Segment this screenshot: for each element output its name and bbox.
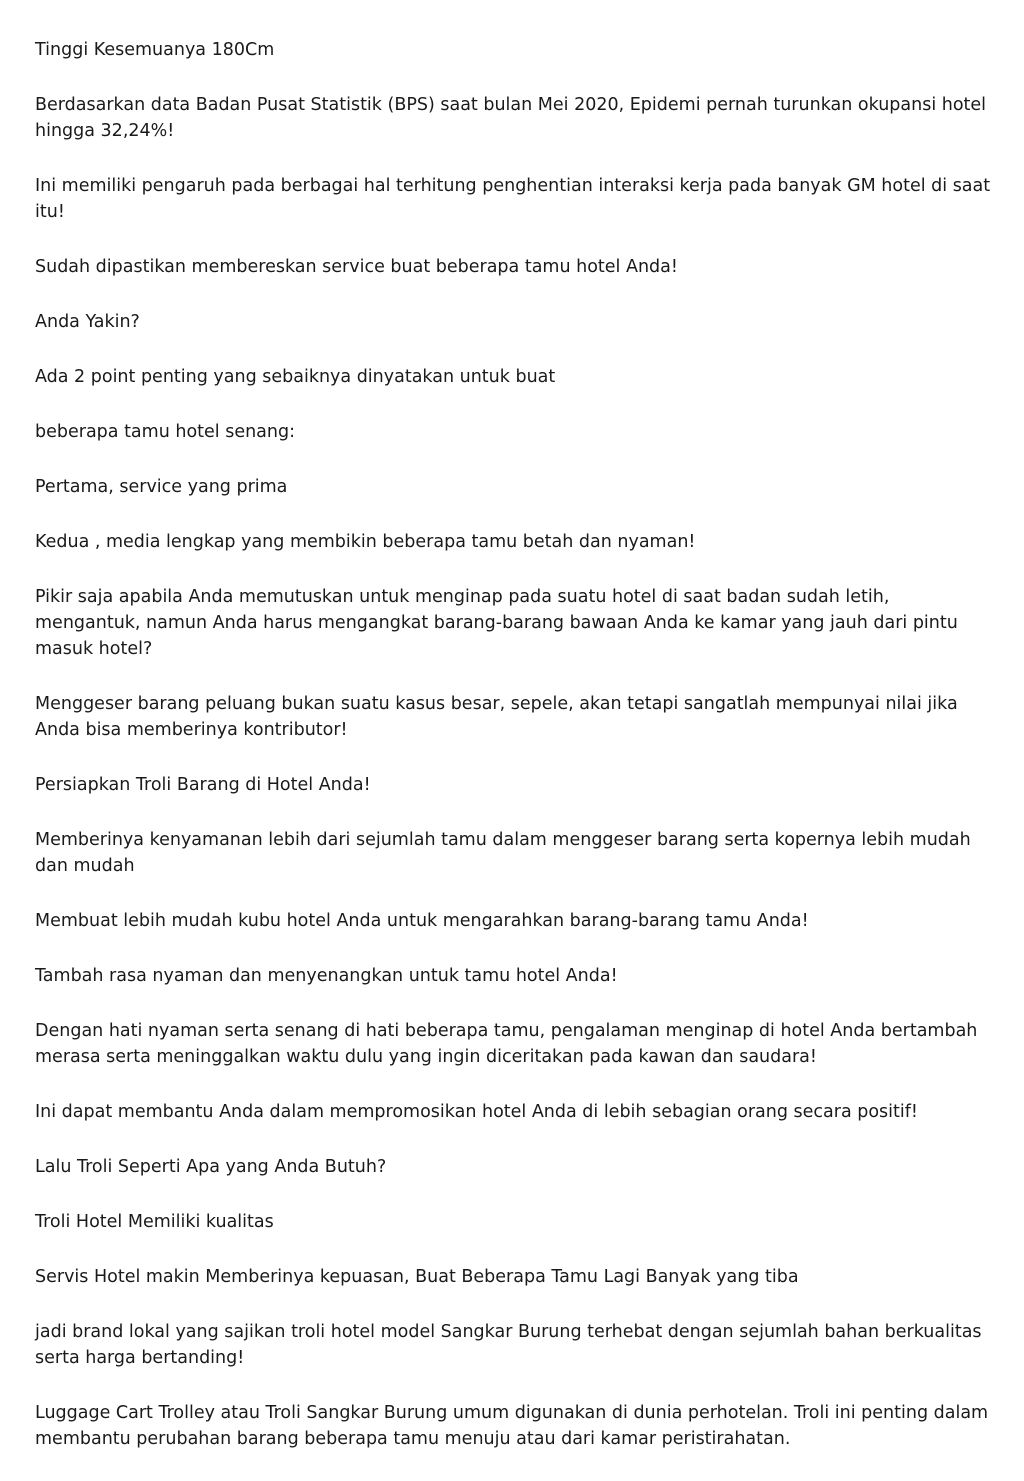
paragraph-quality: Troli Hotel Memiliki kualitas (35, 1212, 274, 1232)
paragraph-easier: Membuat lebih mudah kubu hotel Anda untuk mengarahkan barang-barang tamu Anda! (35, 911, 809, 931)
paragraph-happy-guests: beberapa tamu hotel senang: (35, 422, 295, 442)
paragraph-luggage-cart: Luggage Cart Trolley atau Troli Sangkar Burung umum digunakan di dunia perhotelan. Troli ini penting dalam membantu perubahan barang beberapa tamu menuju atau dari kamar peristirahatan. (35, 1403, 989, 1449)
paragraph-satisfaction: Servis Hotel makin Memberinya kepuasan, Buat Beberapa Tamu Lagi Banyak yang tiba (35, 1267, 799, 1287)
paragraph-impact: Ini memiliki pengaruh pada berbagai hal terhitung penghentian interaksi kerja pada banyak GM hotel di saat itu! (35, 176, 991, 222)
paragraph-experience: Dengan hati nyaman serta senang di hati beberapa tamu, pengalaman menginap di hotel Anda bertambah merasa serta meninggalkan waktu dulu yang ingin diceritakan pada kawan dan saudara! (35, 1021, 978, 1067)
paragraph-question: Anda Yakin? (35, 312, 140, 332)
paragraph-second-point: Kedua , media lengkap yang membikin beberapa tamu betah dan nyaman! (35, 532, 696, 552)
paragraph-service: Sudah dipastikan membereskan service buat beberapa tamu hotel Anda! (35, 257, 678, 277)
paragraph-local-brand: jadi brand lokal yang sajikan troli hotel model Sangkar Burung terhebat dengan sejumlah bahan berkualitas serta harga bertanding! (35, 1322, 982, 1368)
document-body (35, 37, 995, 1481)
paragraph-first-point: Pertama, service yang prima (35, 477, 288, 497)
paragraph-add-comfort: Tambah rasa nyaman dan menyenangkan untuk tamu hotel Anda! (35, 966, 618, 986)
paragraph-two-points: Ada 2 point penting yang sebaiknya dinyatakan untuk buat (35, 367, 556, 387)
paragraph-which-trolley: Lalu Troli Seperti Apa yang Anda Butuh? (35, 1157, 387, 1177)
paragraph-moving-goods: Menggeser barang peluang bukan suatu kasus besar, sepele, akan tetapi sangatlah mempunyai nilai jika Anda bisa memberinya kontributor! (35, 694, 958, 740)
paragraph-prepare-trolley: Persiapkan Troli Barang di Hotel Anda! (35, 775, 371, 795)
paragraph-bps-data: Berdasarkan data Badan Pusat Statistik (BPS) saat bulan Mei 2020, Epidemi pernah turunkan okupansi hotel hingga 32,24%! (35, 95, 987, 141)
paragraph-height: Tinggi Kesemuanya 180Cm (35, 40, 275, 60)
paragraph-imagine: Pikir saja apabila Anda memutuskan untuk menginap pada suatu hotel di saat badan sudah letih, mengantuk, namun Anda harus mengangkat barang-barang bawaan Anda ke kamar yang jauh dari pintu masuk hotel? (35, 587, 958, 659)
paragraph-promote: Ini dapat membantu Anda dalam mempromosikan hotel Anda di lebih sebagian orang secara positif! (35, 1102, 918, 1122)
paragraph-comfort: Memberinya kenyamanan lebih dari sejumlah tamu dalam menggeser barang serta kopernya lebih mudah dan mudah (35, 830, 971, 876)
